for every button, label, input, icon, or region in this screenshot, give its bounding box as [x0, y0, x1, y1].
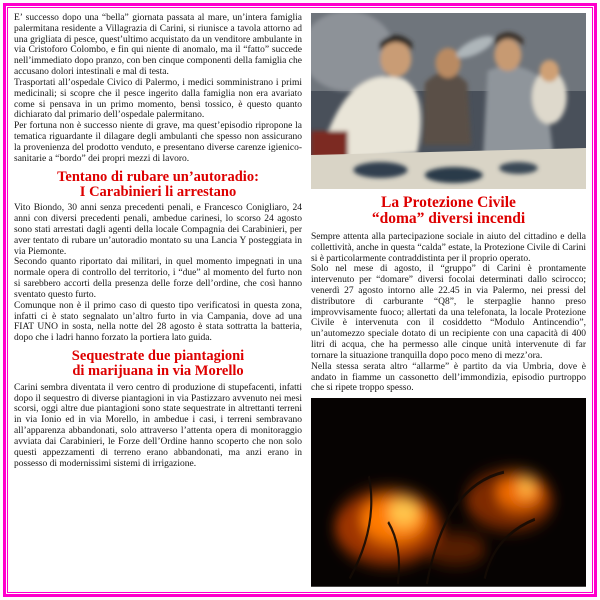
headline-marijuana-line1: Sequestrate due piantagioni — [71, 348, 245, 365]
left-column — [14, 13, 302, 587]
headline-autoradio — [14, 170, 302, 201]
headline-autoradio-line2: I Carabinieri li arrestano — [79, 183, 237, 200]
protezione-civile-paragraph: Solo nel mese di agosto, il “gruppo” di Carini è prontamente intervenuto per “domare” diversi focolai determinati dallo scirocco; venerdì 27 agosto intorno alle 22.45 in via Palermo, nei pressi del distributore di carburante “Q8”, le sterpaglie hanno preso improvvisamente fuoco; allertati da una telefonata, la locale Protezione Civile è intervenuta con il cosiddetto “Modulo Antincendio”, un’automezzo speciale dotato di un recipiente con una capacità di 400 litri di acqua, che ha permesso alle cinque unità intervenute di far tornare la situazione tranquilla dopo poco meno di mezz’ora. — [311, 264, 586, 361]
protezione-civile-paragraph: Nella stessa serata altro “allarme” è partito da via Umbria, dove è andato in fiamme un cassonetto dell’immondizia, episodio purtroppo che si ripete troppo spesso. — [311, 361, 586, 394]
family-fish-painting-image — [311, 13, 586, 189]
headline-protezione-civile — [311, 195, 586, 228]
autoradio-article-paragraph: Comunque non è il primo caso di questo tipo verificatosi in questa zona, infatti ci è stato segnalato un’altro furto in via Campania, dove ad una FIAT UNO in sosta, nella notte del 28 agosto è stata sottratta la batteria, dopo che i ladri hanno forzato la portiera lato guida. — [14, 300, 302, 344]
headline-marijuana — [14, 349, 302, 380]
magenta-frame-inner — [7, 7, 593, 593]
fish-article-paragraph: E’ successo dopo una “bella” giornata passata al mare, un’intera famiglia palermitana residente a Villagrazia di Carini, si riunisce a tavola attorno ad una grigliata di pesce, quest’ultimo acquistato da un venditore ambulante in via Cristoforo Colombo, e fin qui niente di anomalo, ma il “fatto” succede nell’immediato dopo pranzo, con ben cinque componenti della famiglia che accusano dolori intestinali e mal di testa. — [14, 13, 302, 78]
headline-protezione-civile-line1: La Protezione Civile — [381, 194, 516, 211]
magenta-frame-outer — [3, 3, 597, 597]
two-column-layout — [14, 13, 586, 587]
headline-autoradio-line1: Tentano di rubare un’autoradio: — [57, 168, 259, 185]
headline-marijuana-line2: di marijuana in via Morello — [72, 363, 244, 380]
fish-article-paragraph: Trasportati all’ospedale Civico di Palermo, i medici somministrano i primi medicinali; si scopre che il pesce ingerito dalla famiglia non era avariato come si pensava in un primo momento, bensì tossico, è questo quanto dichiarato dal primario dell’ospedale palermitano. — [14, 77, 302, 121]
headline-protezione-civile-line2: “doma” diversi incendi — [371, 210, 526, 228]
autoradio-article-paragraph: Vito Biondo, 30 anni senza precedenti penali, e Francesco Conigliaro, 24 anni con diversi precedenti penali, ambedue carinesi, lo scorso 24 agosto sono stati arrestati dagli agenti della locale Compagnia dei Carabinieri, per aver tentato di rubare un’autoradio montato su una Lancia Y posteggiata in via Piemonte. — [14, 203, 302, 257]
marijuana-article-paragraph: Carini sembra diventata il vero centro di produzione di stupefacenti, infatti dopo il sequestro di diverse piantagioni in via Pastizzaro avvenuto nei mesi scorsi, oggi altre due piantagioni sono state sequestrate in altrettanti terreni in via Ionio ed in via Morello, in ambedue i casi, i terreni sembravano all’apparenza abbandonati, solo attraverso l’attenta opera di monitoraggio avviata dai Carabinieri, le Forze dell’Ordine hanno scoperto che non solo questi appezzamenti di terreno erano abbandonati, ma anzi erano in possesso di modernissimi sistemi di irrigazione. — [14, 382, 302, 469]
protezione-civile-paragraph: Sempre attenta alla partecipazione sociale in aiuto del cittadino e della collettività, anche in questa “calda” estate, la Protezione Civile di Carini si è particolarmente contraddistinta per il proprio operato. — [311, 231, 586, 264]
autoradio-article-paragraph: Secondo quanto riportato dai militari, in quel momento impegnati in una normale opera di controllo del territorio, i “due” al momento del furto non si sarebbero accorti della presenza delle forze dell’ordine, che così hanno sventato questo furto. — [14, 257, 302, 300]
fish-article-paragraph: Per fortuna non è successo niente di grave, ma quest’episodio ripropone la tematica riguardante il dilagare degli ambulanti che spesso non assicurano la provenienza del prodotto venduto, e presentano diverse carenze igienico-sanitarie a “bordo” dei propri mezzi di lavoro. — [14, 121, 302, 164]
night-fire-photo-image — [311, 398, 586, 587]
right-column — [311, 13, 586, 587]
